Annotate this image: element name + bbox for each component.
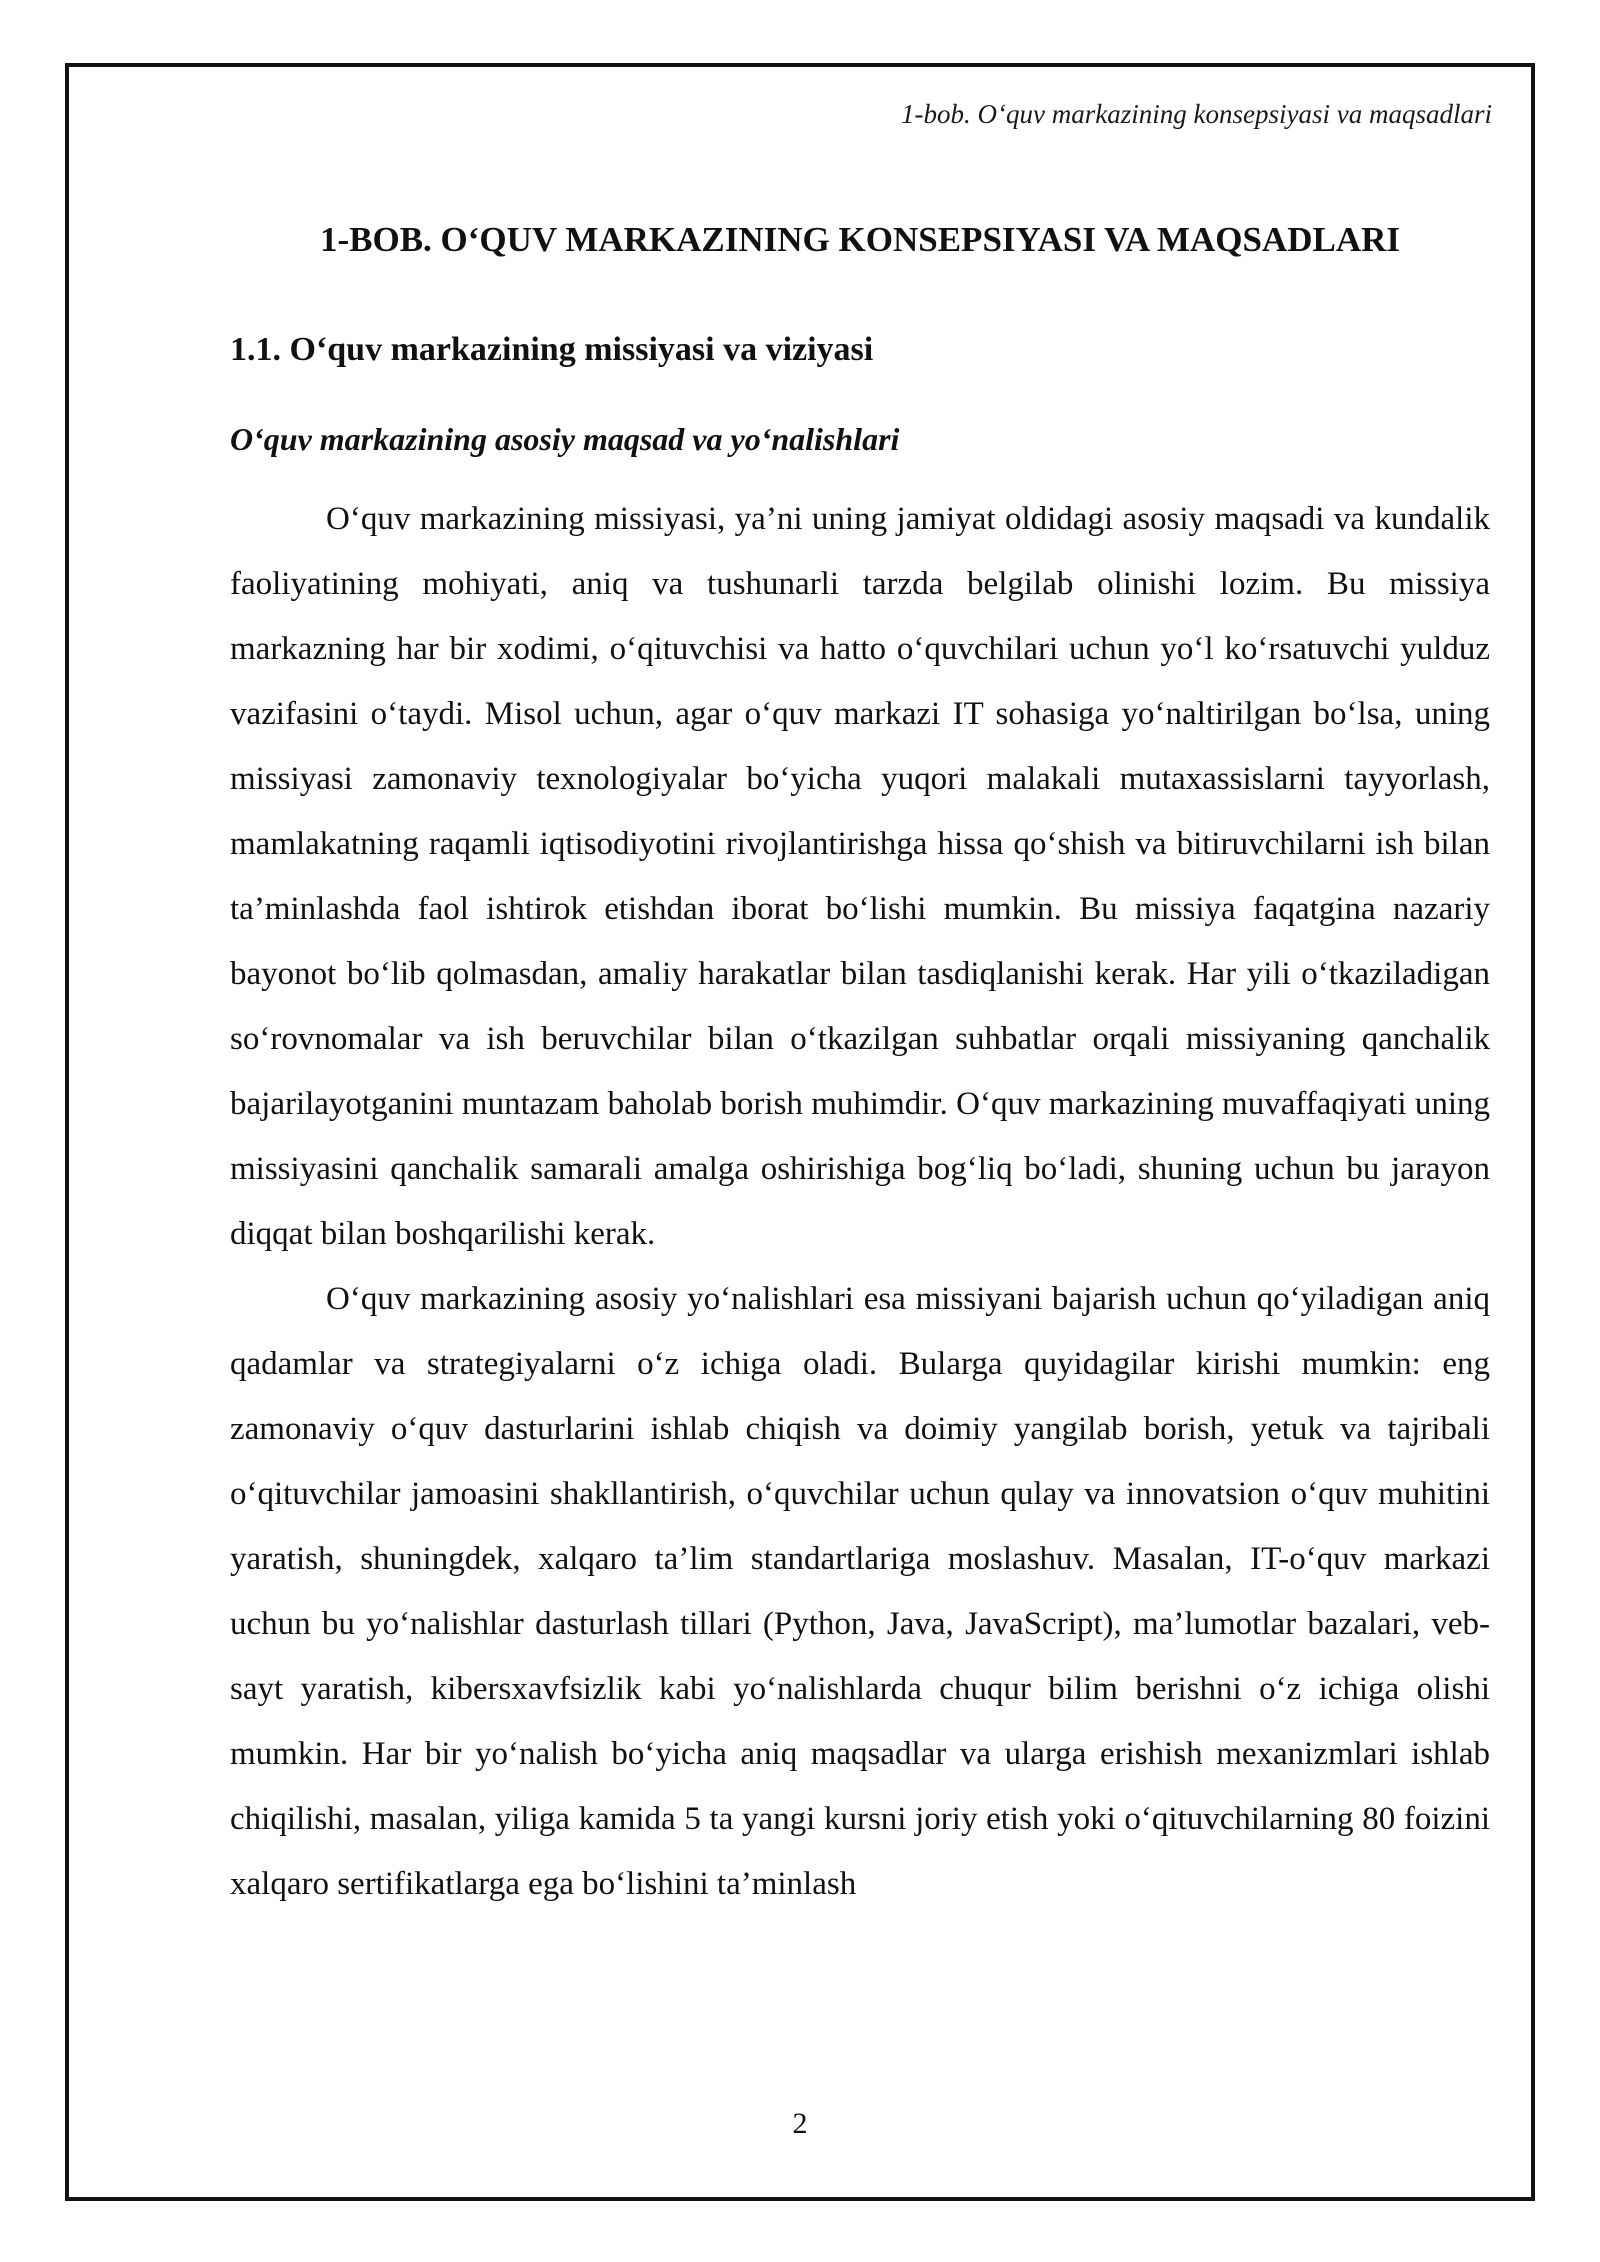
- paragraph-directions: O‘quv markazining asosiy yo‘nalishlari esa missiyani bajarish uchun qo‘yiladigan aniq qadamlar va strategiyalarni o‘z ichiga oladi. Bularga quyidagilar kirishi mumkin: eng zamonaviy o‘quv dasturlarini ishlab chiqish va doimiy yangilab borish, yetuk va tajribali o‘qituvchilar jamoasini shakllantirish, o‘quvchilar uchun qulay va innovatsion o‘quv muhitini yaratish, shuningdek, xalqaro ta’lim standartlariga moslashuv. Masalan, IT-o‘quv markazi uchun bu yo‘nalishlar dasturlash tillari (Python, Java, JavaScript), ma’lumotlar bazalari, veb-sayt yaratish, kibersxavfsizlik kabi yo‘nalishlarda chuqur bilim berishni o‘z ichiga olishi mumkin. Har bir yo‘nalish bo‘yicha aniq maqsadlar va ularga erishish mexanizmlari ishlab chiqilishi, masalan, yiliga kamida 5 ta yangi kursni joriy etish yoki o‘qituvchilarning 80 foizini xalqaro sertifikatlarga ega bo‘lishini ta’minlash: [230, 1281, 1490, 1902]
- chapter-title: 1-BOB. O‘QUV MARKAZINING KONSEPSIYASI VA MAQSADLARI: [319, 220, 1400, 259]
- subsection-title: O‘quv markazining asosiy maqsad va yo‘nalishlari: [230, 421, 900, 457]
- running-header: 1-bob. O‘quv markazining konsepsiyasi va maqsadlari: [901, 99, 1492, 129]
- page-number: 2: [792, 2107, 808, 2140]
- section-title: 1.1. O‘quv markazining missiyasi va viziyasi: [230, 331, 874, 368]
- body-text: [230, 487, 1490, 1917]
- paragraph-mission: O‘quv markazining missiyasi, ya’ni uning jamiyat oldidagi asosiy maqsadi va kundalik faoliyatining mohiyati, aniq va tushunarli tarzda belgilab olinishi lozim. Bu missiya markazning har bir xodimi, o‘qituvchisi va hatto o‘quvchilari uchun yo‘l ko‘rsatuvchi yulduz vazifasini o‘taydi. Misol uchun, agar o‘quv markazi IT sohasiga yo‘naltirilgan bo‘lsa, uning missiyasi zamonaviy texnologiyalar bo‘yicha yuqori malakali mutaxassislarni tayyorlash, mamlakatning raqamli iqtisodiyotini rivojlantirishga hissa qo‘shish va bitiruvchilarni ish bilan ta’minlashda faol ishtirok etishdan iborat bo‘lishi mumkin. Bu missiya faqatgina nazariy bayonot bo‘lib qolmasdan, amaliy harakatlar bilan tasdiqlanishi kerak. Har yili o‘tkaziladigan so‘rovnomalar va ish beruvchilar bilan o‘tkazilgan suhbatlar orqali missiyaning qanchalik bajarilayotganini muntazam baholab borish muhimdir. O‘quv markazining muvaffaqiyati uning missiyasini qanchalik samarali amalga oshirishiga bog‘liq bo‘ladi, shuning uchun bu jarayon diqqat bilan boshqarilishi kerak.: [230, 501, 1490, 1252]
